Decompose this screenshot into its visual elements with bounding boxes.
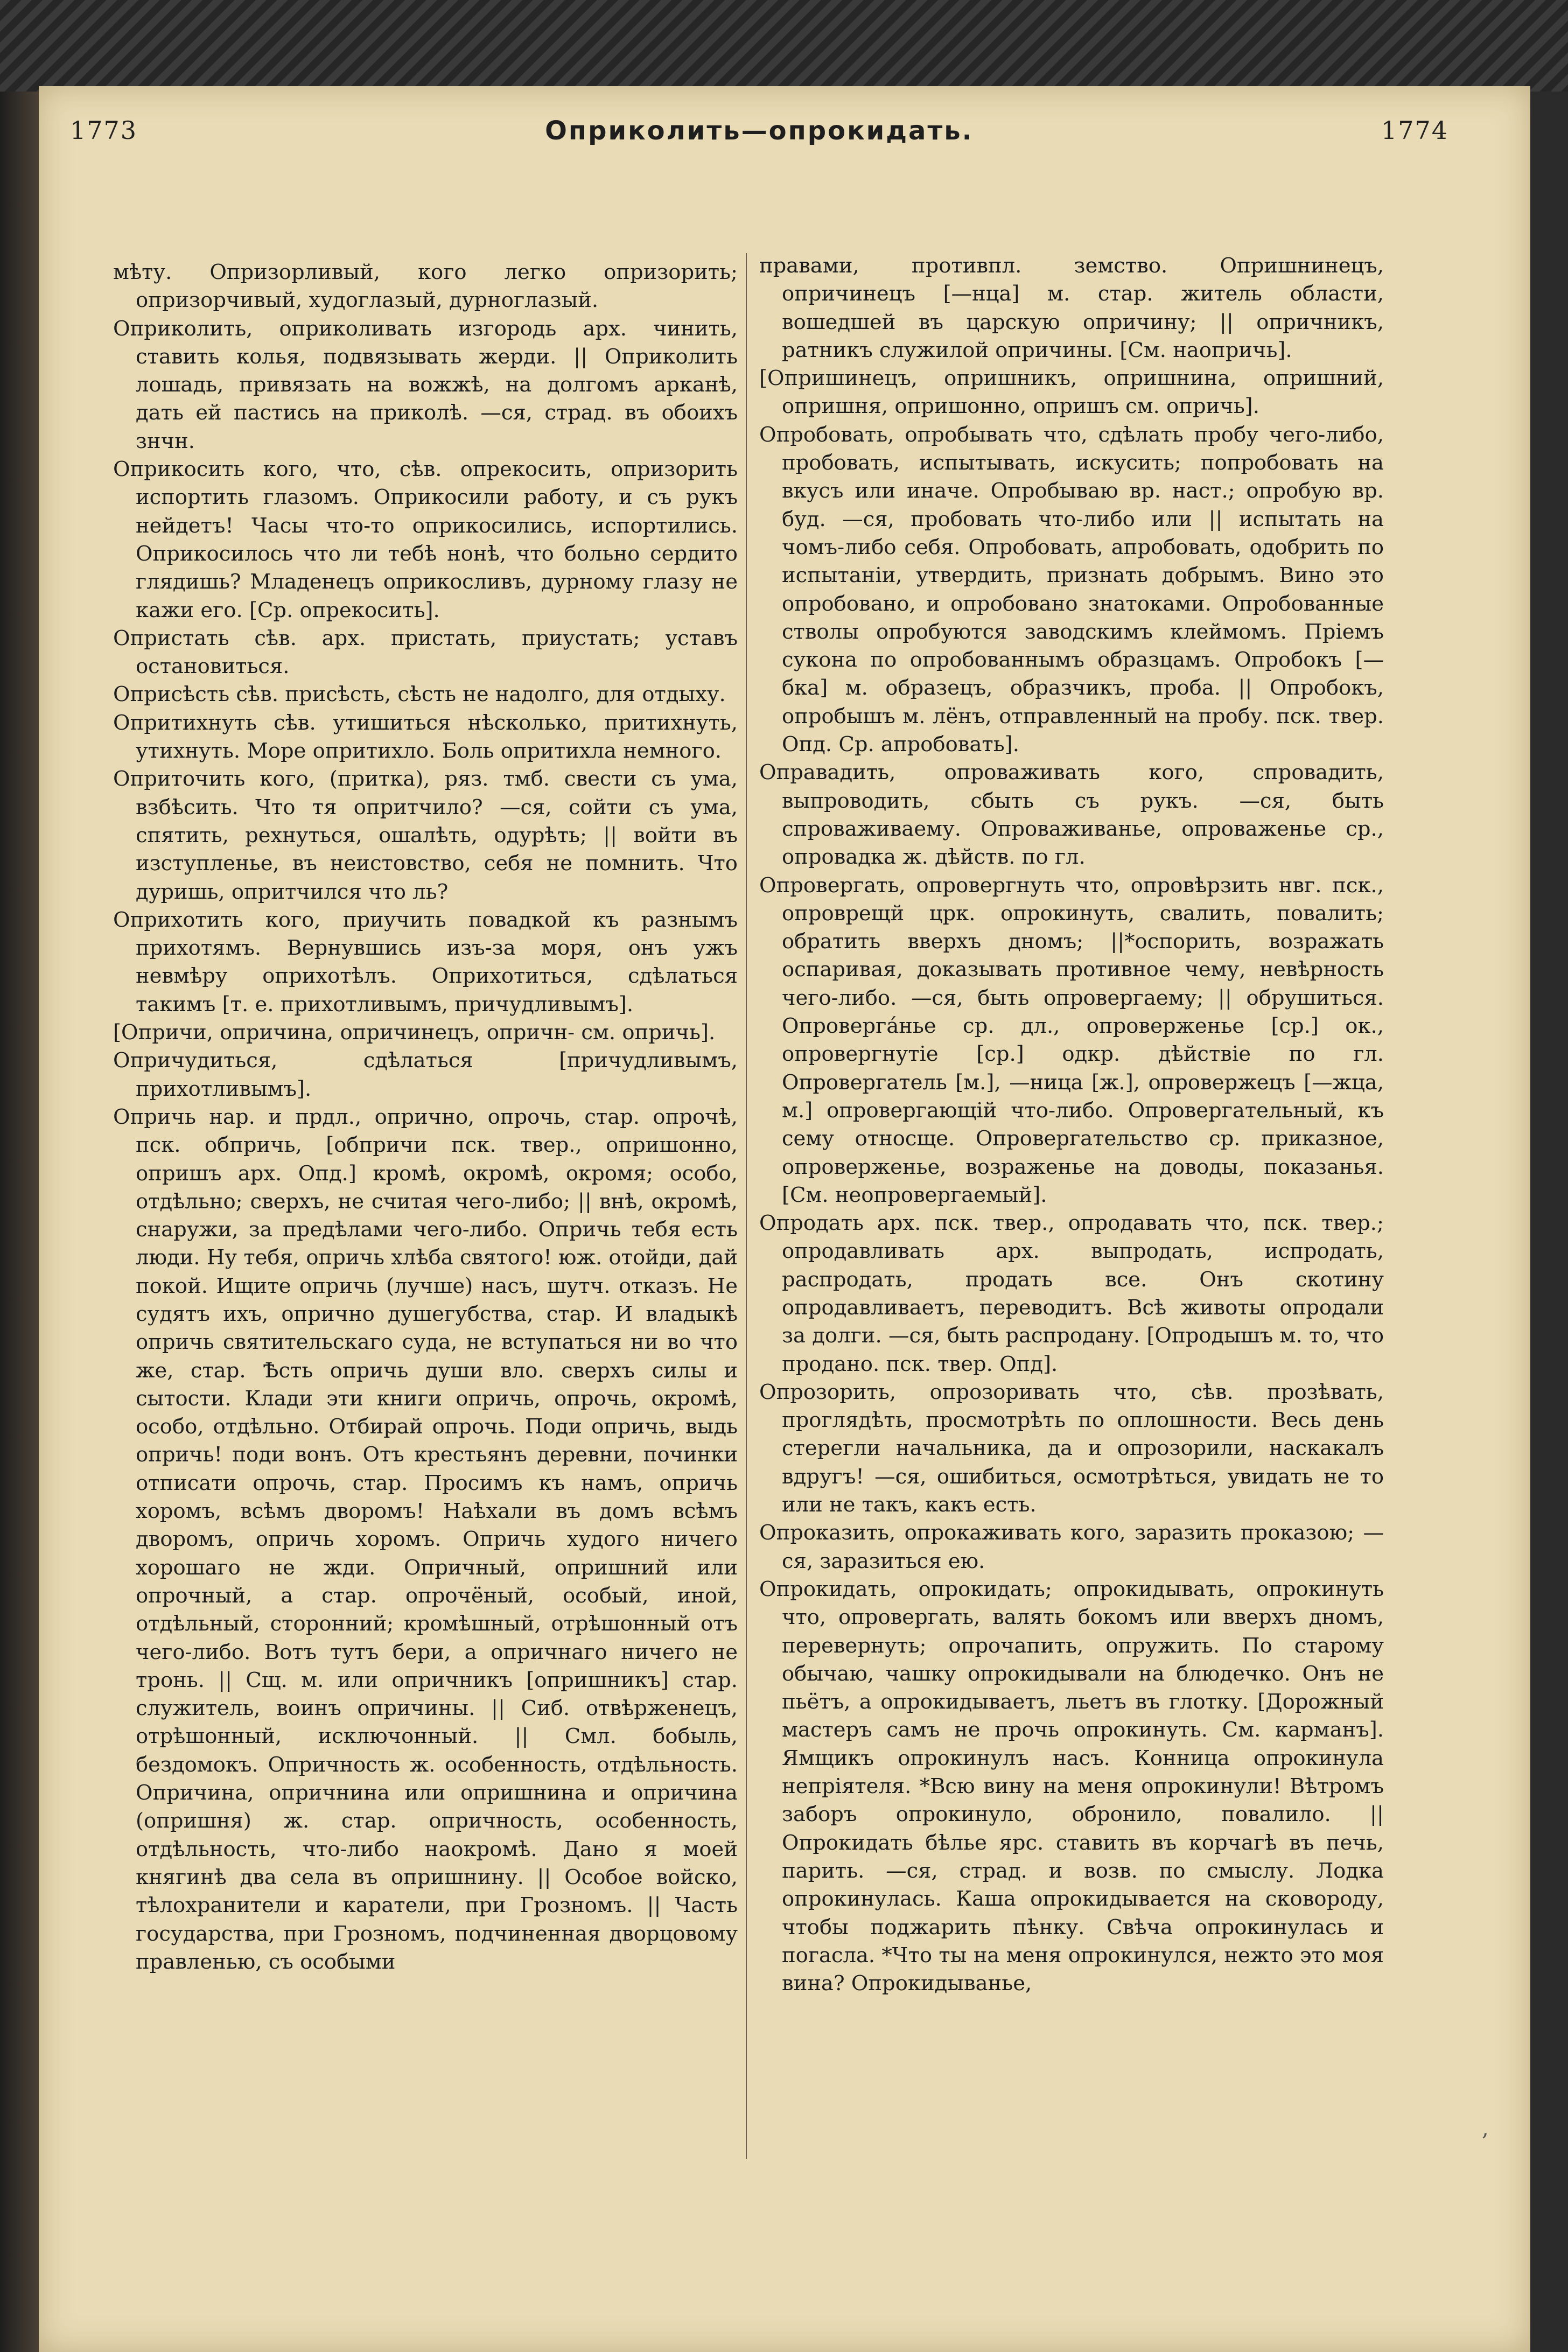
dictionary-entry: мѣту. Опризорливый, кого легко опризорить; опризорчивый, худоглазый, дурноглазый.: [113, 260, 738, 313]
dictionary-entry: Оправадить, опроваживать кого, спровадить, выпроводить, сбыть съ рукъ. —ся, быть спроваживаему. Опроваживанье, опроваженье ср., опровадка ж. дѣйств. по гл.: [759, 760, 1384, 870]
dictionary-entry: Опровергать, опровергнуть что, опровѣрзить нвг. пск., опроврещй црк. опрокинуть, свалить, повалить; обратить вверхъ дномъ; ||*оспорить, возражать оспаривая, доказывать противное чему, невѣрность чего-либо. —ся, быть опровергаему; || обрушиться. Опровергáнье ср. дл., опроверженье [ср.] ок., опровергнутіе [ср.] одкр. дѣйствіе по гл. Опровергатель [м.], —ница [ж.], опровержецъ [—жца, м.] опровергающій что-либо. Опровергательный, къ сему относще. Опровергательство ср. приказное, опроверженье, возраженье на доводы, показанья. [См. неопровергаемый].: [759, 873, 1384, 1207]
scan-background: [0, 0, 1568, 92]
page-number-right: 1774: [1381, 116, 1448, 145]
dictionary-entry: [Опришинецъ, опришникъ, опришнина, опришний, опришня, опришонно, опришъ см. опричь].: [759, 366, 1384, 419]
dictionary-entry: Опристать сѣв. арх. пристать, приустать; уставъ остановиться.: [113, 626, 738, 679]
dictionary-entry: [Опричи, опричина, опричинецъ, опричн- см. опричь].: [113, 1020, 716, 1045]
dictionary-entry: Опрокидать, опрокидать; опрокидывать, опрокинуть что, опровергать, валять бокомъ или вверхъ дномъ, перевернуть; опрочапить, опружить. По старому обычаю, чашку опрокидывали на блюдечко. Онъ не пьётъ, а опрокидываетъ, льетъ въ глотку. [Дорожный мастеръ самъ не прочь опрокинуть. См. карманъ]. Ямщикъ опрокинулъ насъ. Конница опрокинула непріятеля. *Всю вину на меня опрокинули! Вѣтромъ заборъ опрокинуло, обронило, повалило. || Опрокидать бѣлье ярс. ставить въ корчагѣ въ печь, парить. —ся, страд. и возв. по смыслу. Лодка опрокинулась. Каша опрокидывается на сковороду, чтобы поджарить пѣнку. Свѣча опрокинулась и погасла. *Что ты на меня опрокинулся, нежто это моя вина? Опрокидыванье,: [759, 1577, 1384, 1996]
left-column: [113, 258, 738, 1976]
dictionary-entry: Опричь нар. и прдл., опрично, опрочь, стар. опрочѣ, пск. обпричь, [обпричи пск. твер., опришонно, опришъ арх. Опд.] кромѣ, окромѣ, окромя; особо, отдѣльно; сверхъ, не считая чего-либо; || внѣ, окромѣ, снаружи, за предѣлами чего-либо. Опричь тебя есть люди. Ну тебя, опричь хлѣба святого! юж. отойди, дай покой. Ищите опричь (лучше) насъ, шутч. отказъ. Не судятъ ихъ, опрично душегубства, стар. И владыкѣ опричь святительскаго суда, не вступаться ни во что же, стар. Ѣсть опричь души вло. сверхъ силы и сытости. Клади эти книги опричь, опрочь, окромѣ, особо, отдѣльно. Отбирай опрочь. Поди опричь, выдь опричь! поди вонъ. Отъ крестьянъ деревни, починки отписати опрочь, стар. Просимъ къ намъ, опричь хоромъ, всѣмъ дворомъ! Наѣхали въ домъ всѣмъ дворомъ, опричь хоромъ. Опричь худого ничего хорошаго не жди. Опричный, опришний или опрочный, а стар. опрочёный, особый, иной, отдѣльный, сторонний; кромѣшный, отрѣшонный отъ чего-либо. Вотъ тутъ бери, а опричнаго ничего не тронь. || Сщ. м. или опричникъ [опришникъ] стар. служитель, воинъ опричины. || Сиб. отвѣрженецъ, отрѣшонный, исключонный. || Смл. бобыль, бездомокъ. Опричность ж. особенность, отдѣльность. Опричина, опричнина или опришнина и опричина (опришня) ж. стар. опричность, особенность, отдѣльность, что-либо наокромѣ. Дано я моей княгинѣ два села въ опришнину. || Особое войско, тѣлохранители и каратели, при Грозномъ. || Часть государства, при Грозномъ, подчиненная дворцовому правленью, съ особыми: [113, 1104, 738, 1974]
book-spine-edge: [0, 92, 39, 2352]
dictionary-entry: Оприкосить кого, что, сѣв. опрекосить, опризорить испортить глазомъ. Оприкосили работу, и съ рукъ нейдетъ! Часы что-то оприкосились, испортились. Оприкосилось что ли тебѣ нонѣ, что больно сердито глядишь? Младенецъ оприкосливъ, дурному глазу не кажи его. [Ср. опрекосить].: [113, 457, 738, 622]
dictionary-entry: Опроказить, опрокаживать кого, заразить проказою; —ся, заразиться ею.: [759, 1521, 1384, 1573]
dictionary-entry: Опродать арх. пск. твер., опродавать что, пск. твер.; опродавливать арх. выпродать, испродать, распродать, продать все. Онъ скотину опродавливаетъ, переводитъ. Всѣ животы опродали за долги. —ся, быть распродану. [Опродышъ м. то, что продано. пск. твер. Опд].: [759, 1211, 1384, 1376]
dictionary-entry: Оприхотить кого, приучить повадкой къ разнымъ прихотямъ. Вернувшись изъ-за моря, онъ ужъ невмѣру оприхотѣлъ. Оприхотиться, сдѣлаться такимъ [т. е. прихотливымъ, причудливымъ].: [113, 907, 738, 1017]
column-divider: [746, 253, 747, 2159]
dictionary-entry: Оприточить кого, (притка), ряз. тмб. свести съ ума, взбѣсить. Что тя опритчило? —ся, сойти съ ума, спятить, рехнуться, ошалѣть, одурѣть; || войти въ изступленье, въ неистовство, себя не помнить. Что дуришь, опритчился что ль?: [113, 767, 738, 904]
margin-mark: ,: [1482, 2116, 1489, 2141]
dictionary-entry: Опробовать, опробывать что, сдѣлать пробу чего-либо, пробовать, испытывать, искусить; попробовать на вкусъ или иначе. Опробываю вр. наст.; опробую вр. буд. —ся, пробовать что-либо или || испытать на чомъ-либо себя. Опробовать, апробовать, одобрить по испытаніи, утвердить, признать добрымъ. Вино это опробовано, и опробовано знатоками. Опробованные стволы опробуются заводскимъ клеймомъ. Пріемъ сукона по опробованнымъ образцамъ. Опробокъ [—бка] м. образецъ, образчикъ, проба. || Опробокъ, опробышъ м. лёнъ, отправленный на пробу. пск. твер. Опд. Ср. апробовать].: [759, 422, 1384, 757]
dictionary-entry: Опрозорить, опрозоривать что, сѣв. прозѣвать, проглядѣть, просмотрѣть по оплошности. Весь день стерегли начальника, да и опрозорили, наскакалъ вдругъ! —ся, ошибиться, осмотрѣться, увидать не то или не такъ, какъ есть.: [759, 1380, 1384, 1517]
right-column: [759, 252, 1384, 1998]
dictionary-entry: Опричудиться, сдѣлаться [причудливымъ, прихотливымъ].: [113, 1048, 738, 1101]
page-number-left: 1773: [70, 116, 138, 145]
page-header: [70, 116, 1448, 159]
running-title: Оприколить—опрокидать.: [545, 116, 974, 146]
dictionary-entry: Опритихнуть сѣв. утишиться нѣсколько, притихнуть, утихнуть. Море опритихло. Боль опритихла немного.: [113, 710, 738, 764]
dictionary-entry: Оприсѣсть сѣв. присѣсть, сѣсть не надолго, для отдыху.: [113, 682, 726, 707]
dictionary-entry: Оприколить, оприколивать изгородь арх. чинить, ставить колья, подвязывать жерди. || Оприколить лошадь, привязать на вожжѣ, на долгомъ арканѣ, дать ей пастись на приколѣ. —ся, страд. въ обоихъ знчн.: [113, 316, 738, 453]
dictionary-entry: правами, противпл. земство. Опришнинецъ, опричинецъ [—нца] м. стар. житель области, вошедшей въ царскую опричину; || опричникъ, ратникъ служилой опричины. [См. наопричь].: [759, 254, 1384, 362]
